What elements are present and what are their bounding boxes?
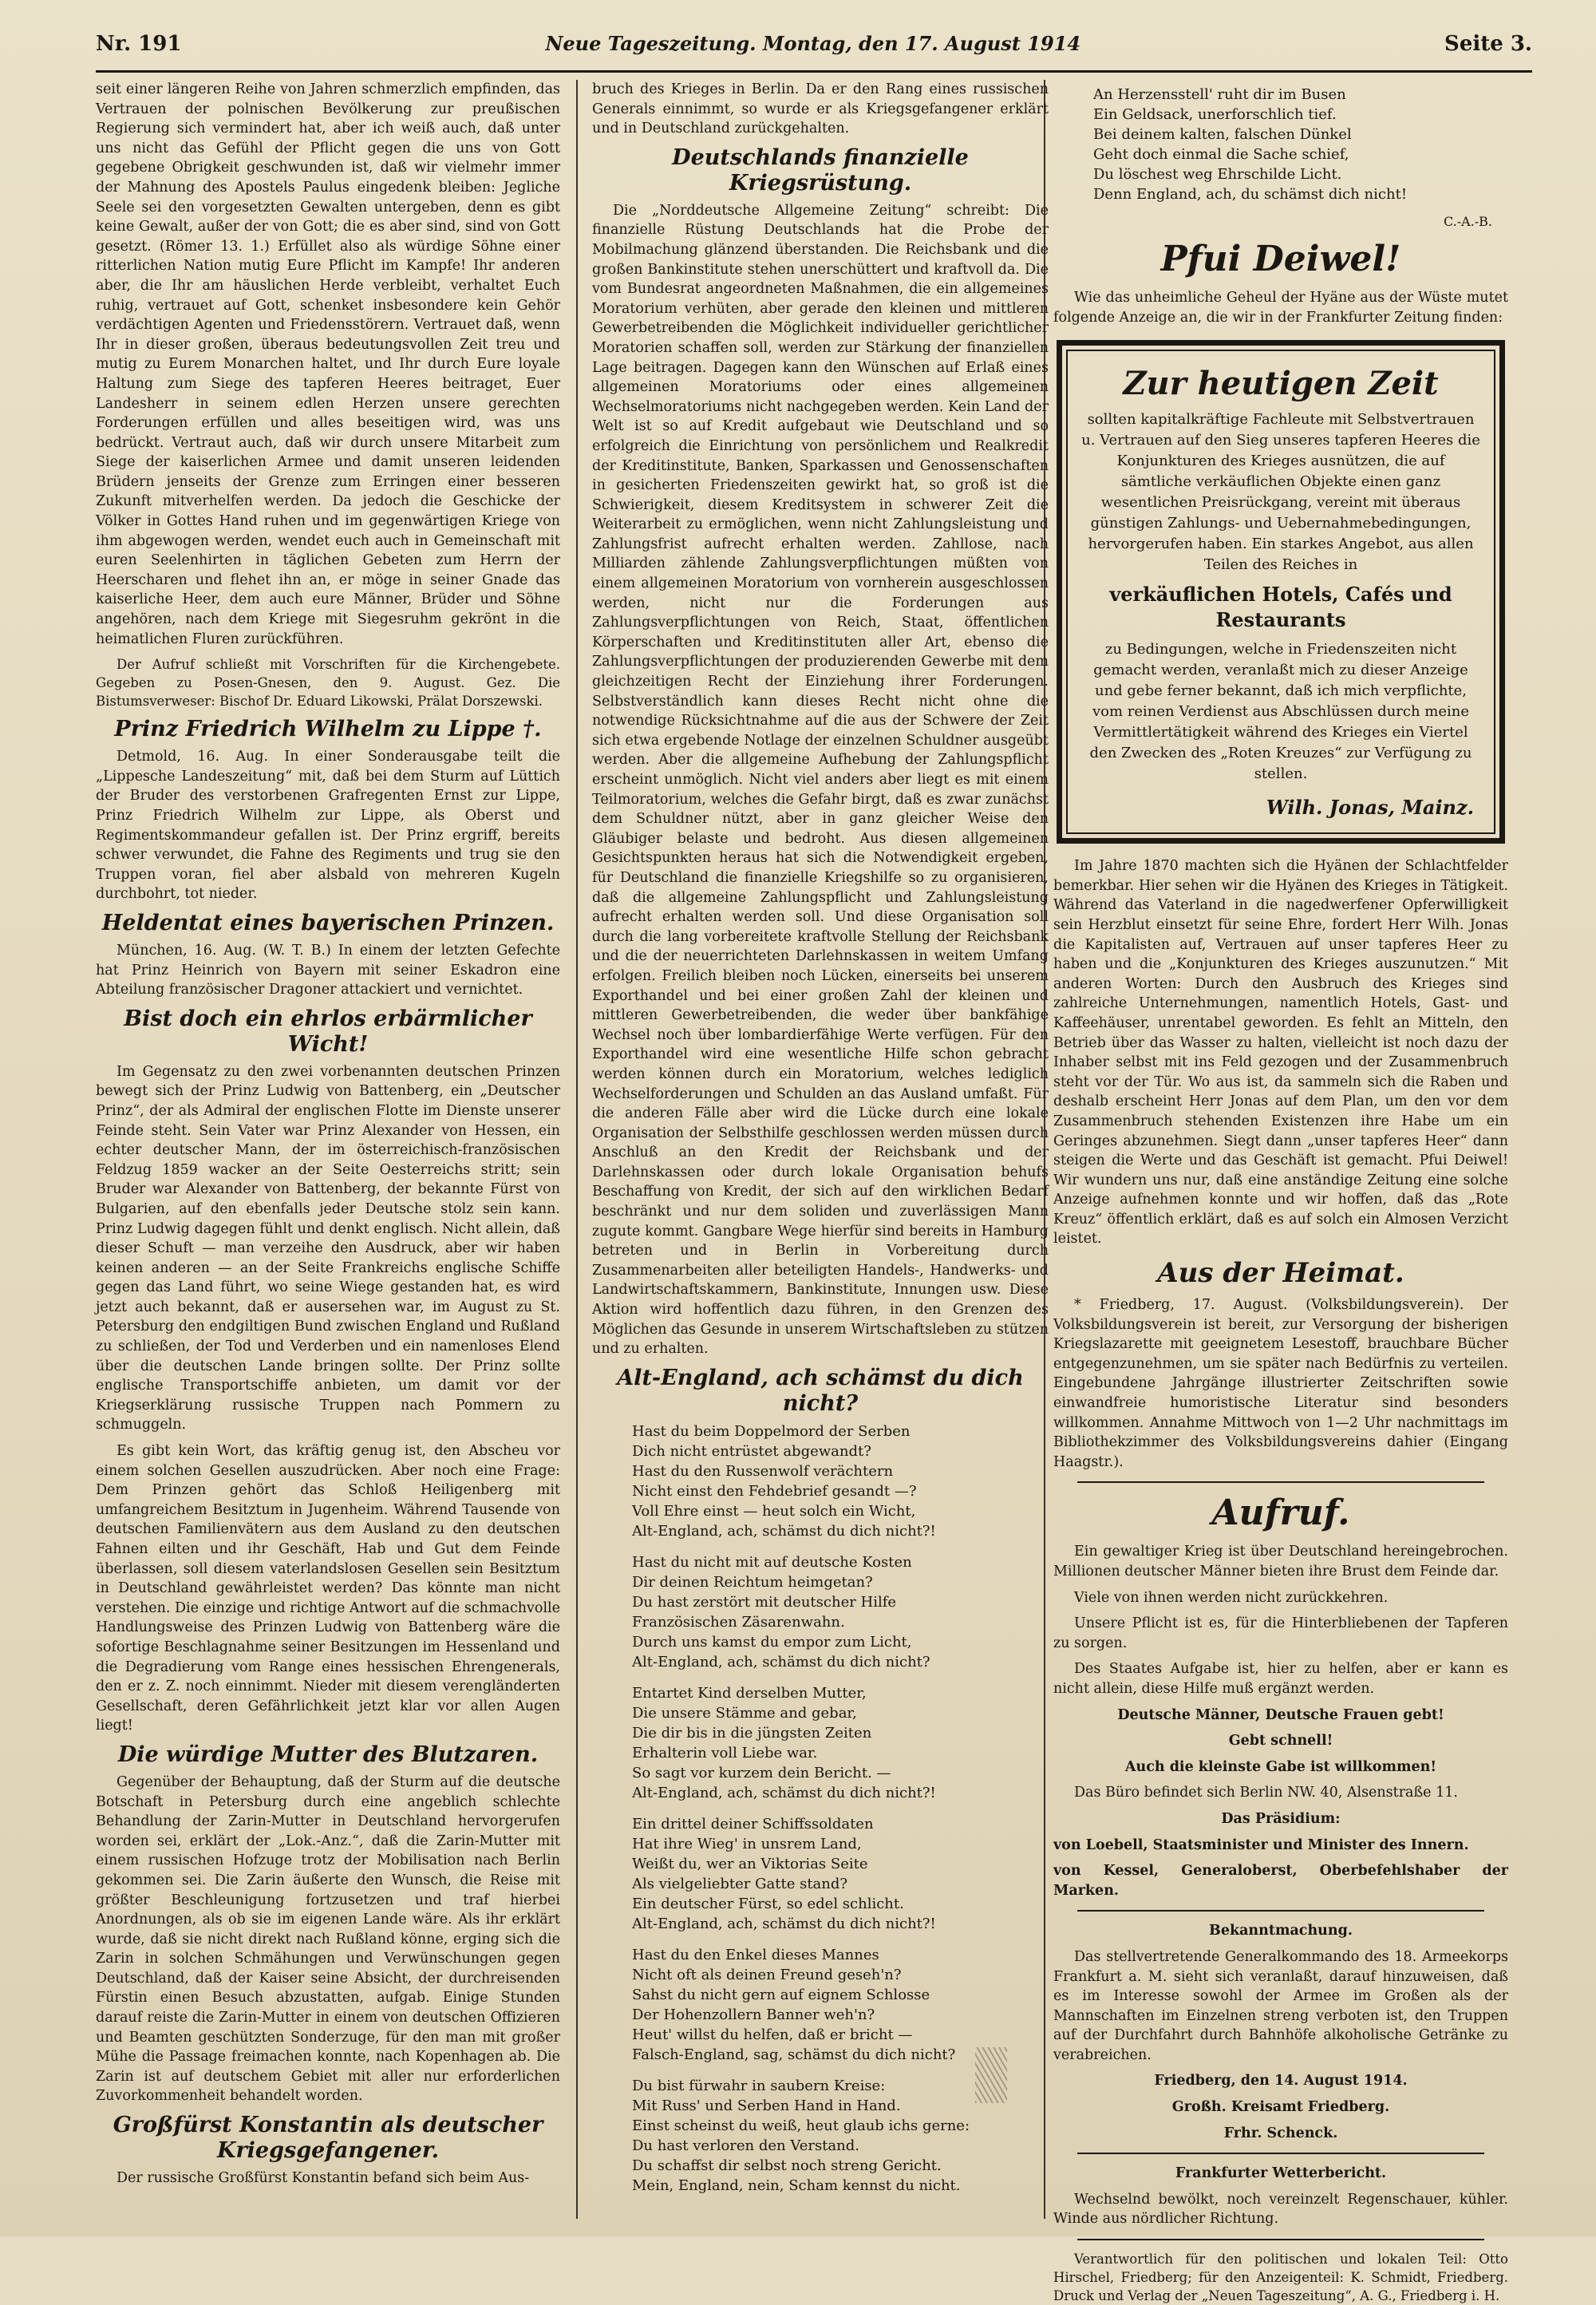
weather-title: Frankfurter Wetterbericht. <box>1175 2165 1387 2182</box>
notice-title: Bekanntmachung. <box>1209 1923 1353 1939</box>
poem-line: Du hast zerstört mit deutscher Hilfe <box>632 1593 897 1611</box>
article-text: Detmold, 16. Aug. In einer Sonderausgabe teilt die „Lippesche Landeszeitung“ mit, daß bei dem Sturm auf Lüttich der Bruder des verstorbenen Grafregenten Ernst zur Lippe, Prinz Friedrich Wilhelm zur Lippe, als Oberst und Regimentskommandeur gefallen ist. Der Prinz ergriff, bereits schwer verwundet, die Fahne des Regiments und trug sie den Truppen voran, fiel aber alsbald von mehreren Kugeln durchbohrt, tot nieder. <box>96 749 560 903</box>
issue-number: Nr. 191 <box>96 32 182 56</box>
poem-line: Erhalterin voll Liebe war. <box>632 1744 818 1761</box>
section-rule <box>1077 1481 1484 1483</box>
appeal-line: von Loebell, Staatsminister und Minister des Innern. <box>1053 1836 1469 1853</box>
appeal-line: Viele von ihnen werden nicht zurückkehren. <box>1074 1589 1389 1606</box>
poem-line: Du hast verloren den Verstand. <box>632 2137 859 2154</box>
ad-highlight: verkäuflichen Hotels, Cafés und Restaurants <box>1109 583 1452 632</box>
poem-line: Hast du beim Doppelmord der Serben <box>632 1422 911 1440</box>
appeal-line: Das Präsidium: <box>1221 1810 1341 1827</box>
page-number: Seite 3. <box>1444 32 1532 56</box>
stanza-gap <box>632 1672 1049 1683</box>
quoted-advertisement <box>1057 340 1505 844</box>
ad-signature: Wilh. Jonas, Mainz. <box>1266 796 1474 820</box>
article-text: seit einer längeren Reihe von Jahren schmerzlich empfinden, das Vertrauen der polnischen Bevölkerung zur preußischen Regierung sich vermindert hat, aber ich weiß auch, daß unter uns nicht das Gefühl der Pflicht gegen die uns von Gott gegebene Obrigkeit geschwunden ist, daß wir vielmehr immer der Mahnung des Apostels Paulus eingedenk bleiben: Jegliche Seele sei den vorgesetzten Gewalten untergeben, denn es gibt keine Gewalt, außer der von Gott; die es aber sind, sind von Gott gesetzt. (Römer 13. 1.) Erfüllet also als würdige Söhne einer ritterlichen Nation mutig Eure Pflicht im Kampfe! Ihr anderen aber, die Ihr am häuslichen Herde verbleibt, verhaltet Euch ruhig, vertrauet auf Gott, schenket insbesondere kein Gehör verdächtigen Agenten und Friedensstörern. Vertrauet daß, wenn Ihr in dieser großen, überaus bedeutungsvollen Zeit treu und mutig zu Eurem Monarchen haltet, und Ihr durch Eure loyale Haltung zum Siege des tapferen Heeres beitraget, Euer Landesherr in seinem edlen Herzen unsere gerechten Forderungen erfüllen und alles beseitigen wird, was uns bedrückt. Vertraut auch, daß wir durch unsere Mitarbeit zum Siege der kaiserlichen Armee und damit unseren leidenden Brüdern jenseits der Grenze zum Erringen einer besseren Zukunft mitverhelfen werden. Da jedoch die Geschicke der Völker in Gottes Hand ruhen und im gegenwärtigen Kriege von ihm abgewogen werden, wendet euch auch in Gemeinschaft mit euren Seelenhirten in täglichen Gebeten zum Herrn der Heerscharen und flehet ihn an, er möge in seiner Gnade das kaiserliche Heer, dem auch eure Männer, Brüder und Söhne angehören, nach dem Kriege mit Siegesruhm gekrönt in die heimatlichen Fluren zurückführen. <box>96 81 560 647</box>
article-text: München, 16. Aug. (W. T. B.) In einem der letzten Gefechte hat Prinz Heinrich von Bayern mit seiner Eskadron eine Abteilung französischer Dragoner attackiert und vernichtet. <box>96 942 560 998</box>
page-header <box>96 32 1532 67</box>
article-text: * Friedberg, 17. August. (Volksbildungsverein). Der Volksbildungsverein ist bereit, zur Versorgung der bisherigen Kriegslazarette mit geeignetem Lesestoff, brauchbare Bücher entgegenzunehmen, um sie später nach Bedürfnis zu verteilen. Eingebundene Jahrgänge illustrierter Zeitschriften sowie einwandfreie humoristische Literatur sind besonders willkommen. Annahme Mittwoch von 1—2 Uhr nachmittags im Bibliothekzimmer des Volksbildungsvereins dahier (Eingang Haagstr.). <box>1053 1297 1508 1470</box>
notice-name: Frhr. Schenck. <box>1223 2125 1338 2141</box>
section-rule <box>1077 2239 1484 2240</box>
headline: Großfürst Konstantin als deutscher Kriegsgefangener. <box>113 2113 543 2164</box>
stanza-gap <box>632 1934 1049 1945</box>
headline: Prinz Friedrich Wilhelm zu Lippe †. <box>114 717 542 742</box>
poem-line: Der Hohenzollern Banner weh'n? <box>632 2006 875 2023</box>
poem-ending <box>1093 85 1508 204</box>
poem-line: Bei deinem kalten, falschen Dünkel <box>1093 126 1352 143</box>
section-rule <box>1077 1910 1484 1912</box>
poem-line: Die dir bis in die jüngsten Zeiten <box>632 1724 872 1742</box>
appeal-line: Des Staates Aufgabe ist, hier zu helfen, aber er kann es nicht allein, diese Hilfe muß ergänzt werden. <box>1053 1661 1508 1697</box>
poem-line: Ein Geldsack, unerforschlich tief. <box>1093 106 1337 123</box>
imprint: Verantwortlich für den politischen und lokalen Teil: Otto Hirschel, Friedberg; für den Anzeigenteil: K. Schmidt, Friedberg. Druck und Verlag der „Neuen Tageszeitung“, A. G., Friedberg i. H. <box>1053 2252 1508 2304</box>
poem-line: Französischen Zäsarenwahn. <box>632 1613 845 1631</box>
weather-text: Wechselnd bewölkt, noch vereinzelt Regenschauer, kühler. Winde aus nördlicher Richtung. <box>1053 2191 1508 2228</box>
headline: Deutschlands finanzielle Kriegsrüstung. <box>672 144 969 196</box>
poem-line: Nicht oft als deinen Freund geseh'n? <box>632 1966 902 1983</box>
headline: Die würdige Mutter des Blutzaren. <box>117 1742 539 1767</box>
headline: Heldentat eines bayerischen Prinzen. <box>101 910 555 935</box>
poem-line: Hast du nicht mit auf deutsche Kosten <box>632 1553 912 1571</box>
column-3 <box>1053 80 1508 2304</box>
article-text: bruch des Krieges in Berlin. Da er den Rang eines russischen Generals einnimmt, so wurde er als Kriegsgefangener erklärt und in Deutschland zurückgehalten. <box>592 81 1049 137</box>
print-damage <box>975 2047 1007 2103</box>
poem-line: Alt-England, ach, schämst du dich nicht?! <box>632 1915 936 1932</box>
appeal-line: Auch die kleinste Gabe ist willkommen! <box>1124 1758 1437 1775</box>
poem-line: Als vielgeliebter Gatte stand? <box>632 1875 848 1892</box>
appeal-line: von Kessel, Generaloberst, Oberbefehlshaber der Marken. <box>1053 1863 1508 1899</box>
poem-line: Alt-England, ach, schämst du dich nicht?! <box>632 1784 936 1801</box>
article-text: Das stellvertretende Generalkommando des 18. Armeekorps Frankfurt a. M. sieht sich veranlaßt, darauf hinzuweisen, daß es im Interesse sowohl der Armee im Großen als der Mannschaften im Einzelnen streng verboten ist, den Truppen auf der Durchfahrt durch Bahnhöfe alkoholische Getränke zu verabreichen. <box>1053 1948 1508 2063</box>
section-rule <box>1077 2153 1484 2154</box>
appeal-line: Das Büro befindet sich Berlin NW. 40, Alsenstraße 11. <box>1074 1785 1458 1801</box>
article-text: Es gibt kein Wort, das kräftig genug ist, den Abscheu vor einem solchen Gesellen auszudrücken. Aber noch eine Frage: Dem Prinzen gehört das Schloß Heiligenberg mit umfangreichem Besitztum in Jugenheim. Während Tausende von deutschen Familienvätern aus dem Ausland zu den deutschen Fahnen eilten und ihr Geschäft, Hab und Gut dem Feinde überlassen, soll diesem vaterlandslosen Gesellen sein Besitztum in Deutschland gewährleistet werden? Das könnte man nicht verstehen. Die einzige und richtige Antwort auf die schmachvolle Handlungsweise des Prinzen Ludwig von Battenberg wäre die sofortige Beschlagnahme seiner Besitzungen im Hessenland und die Degradierung vom Range eines hessischen Ehrengenerals, den er z. Z. noch einnimmt. Nieder mit diesem verengländerten Gesellschaft, deren Gefährlichkeit jetzt klar vor allen Augen liegt! <box>96 1443 560 1734</box>
poem-line: So sagt vor kurzem dein Bericht. — <box>632 1764 891 1781</box>
headline: Pfui Deiwel! <box>1160 239 1401 279</box>
poem-line: Falsch-England, sag, schämst du dich nicht? <box>632 2046 956 2063</box>
masthead-line: Neue Tageszeitung. Montag, den 17. August 1914 <box>545 32 1081 55</box>
poem-line: Du löschest weg Ehrschilde Licht. <box>1093 166 1342 183</box>
poem-line: Du bist fürwahr in saubern Kreise: <box>632 2077 886 2094</box>
poem-line: Nicht einst den Fehdebrief gesandt —? <box>632 1482 917 1500</box>
poem-line: Dir deinen Reichtum heimgetan? <box>632 1573 873 1591</box>
poem-line: Geht doch einmal die Sache schief, <box>1093 146 1349 163</box>
poem-line: Entartet Kind derselben Mutter, <box>632 1684 867 1702</box>
poem-line: Sahst du nicht gern auf eignem Schlosse <box>632 1986 930 2003</box>
poem-line: An Herzensstell' ruht dir im Busen <box>1093 86 1346 103</box>
column-1 <box>96 80 560 2219</box>
stanza-gap <box>632 1803 1049 1814</box>
headline: Alt-England, ach schämst du dich nicht? <box>617 1365 1024 1416</box>
poem-line: Hast du den Russenwolf verächtern <box>632 1462 894 1480</box>
notice-date: Friedberg, den 14. August 1914. <box>1154 2073 1408 2090</box>
poem-line: Hast du den Enkel dieses Mannes <box>632 1946 879 1963</box>
poem-line: Mit Russ' und Serben Hand in Hand. <box>632 2097 901 2114</box>
article-text: Im Jahre 1870 machten sich die Hyänen der Schlachtfelder bemerkbar. Hier sehen wir die Hyänen des Krieges in Tätigkeit. Während das Vaterland in die nagedwerfener Opferwilligkeit sein Herzblut einsetzt für seine Ehre, fordert Herr Wilh. Jonas die Kapitalisten auf, Vertrauen auf unser tapferes Heer zu haben und die „Konjunkturen des Krieges auszunutzen.“ Mit anderen Worten: Durch den Ausbruch des Krieges sind zahlreiche Unternehmungen, namentlich Hotels, Gast- und Kaffeehäuser, unrentabel geworden. Es fehlt an Mitteln, den Betrieb über das Wasser zu halten, vielleicht ist noch dazu der Inhaber selbst mit ins Feld gezogen und der Zusammenbruch steht vor der Tür. Wo aus ist, da sammeln sich die Raben und deshalb erscheint Herr Jonas auf dem Plan, um den vor dem Zusammenbruch stehenden Existenzen ihre Habe um ein Geringes abzunehmen. Siegt dann „unser tapferes Heer“ dann steigen die Werte und das Geschäft ist gemacht. Pfui Deiwel! Wir wundern uns nur, daß eine anständige Zeitung eine solche Anzeige aufnehmen konnte und wir hoffen, daß das „Rote Kreuz“ öffentlich erklärt, daß es auf solch ein Almosen Verzicht leistet. <box>1053 858 1508 1247</box>
appeal-line: Unsere Pflicht ist es, für die Hinterbliebenen der Tapferen zu sorgen. <box>1053 1615 1508 1651</box>
poem-line: Ein drittel deiner Schiffssoldaten <box>632 1815 874 1833</box>
notice-office: Großh. Kreisamt Friedberg. <box>1171 2099 1390 2116</box>
article-text: Im Gegensatz zu den zwei vorbenannten deutschen Prinzen bewegt sich der Prinz Ludwig von Battenberg, ein „Deutscher Prinz“, der als Admiral der englischen Flotte im Dienste unserer Feinde steht. Sein Vater war Prinz Alexander von Hessen, ein echter deutscher Mann, der im österreichisch-französischen Feldzug 1859 wacker an der Seite Oesterreichs stritt; sein Bruder war Alexander von Battenberg, der bekannte Fürst von Bulgarien, auf den ebenfalls jeder Deutsche stolz sein kann. Prinz Ludwig dagegen fühlt und denkt englisch. Nicht allein, daß dieser Schuft — man verzeihe den Ausdruck, aber wir haben keinen anderen — an der Seite Frankreichs englische Schiffe gegen das Land führt, wo seine Wiege gestanden hat, es wird jetzt auch bekannt, daß er ausersehen war, im August zu St. Petersburg den endgiltigen Bund zwischen England und Rußland zu schließen, der Tod und Verderben und ein namenloses Elend über die deutschen Lande bringen sollte. Der Prinz sollte englische Transportschiffe anbieten, um damit vor der Kriegserklärung russische Truppen nach Pommern zu schmuggeln. <box>96 1063 560 1433</box>
column-2 <box>592 80 1049 2219</box>
poem-line: Heut' willst du helfen, daß er bricht — <box>632 2026 913 2043</box>
poem-line: Du schaffst dir selbst noch streng Gericht. <box>632 2157 942 2174</box>
appeal-text <box>1053 1542 1508 1900</box>
ad-text: sollten kapitalkräftige Fachleute mit Selbstvertrauen u. Vertrauen auf den Sieg unseres tapferen Heeres die Konjunkturen des Krieges ausnützen, die auf sämtliche verkäuflichen Objekte einen ganz wesentlichen Preisrückgang, vereint mit überaus günstigen Zahlungs- und Uebernahmebedingungen, hervorgerufen haben. Ein starkes Angebot, aus allen Teilen des Reiches in <box>1081 411 1480 574</box>
appeal-line: Deutsche Männer, Deutsche Frauen gebt! <box>1117 1706 1444 1723</box>
poem-signature: C.-A.-B. <box>1443 214 1492 229</box>
column-divider <box>576 80 578 2219</box>
poem-line: Einst scheinst du weiß, heut glaub ichs gerne: <box>632 2117 970 2134</box>
article-text: Der Aufruf schließt mit Vorschriften für die Kirchengebete. Gegeben zu Posen-Gnesen, den 9. August. Gez. Die Bistumsverweser: Bischof Dr. Eduard Likowski, Prälat Dorszewski. <box>96 657 560 710</box>
poem-line: Ein deutscher Fürst, so edel schlicht. <box>632 1895 904 1912</box>
ad-title: Zur heutigen Zeit <box>1123 365 1439 403</box>
article-text: Die „Norddeutsche Allgemeine Zeitung“ schreibt: Die finanzielle Rüstung Deutschlands hat die Probe der Mobilmachung glänzend überstanden. Die Reichsbank und die großen Bankinstitute stehen unerschüttert und kraftvoll da. Die vom Bundesrat angeordneten Maßnahmen, die ein allgemeines Moratorium verhüten, aber gerade den kleinen und mittleren Gewerbetreibenden die Möglichkeit individueller gerichtlicher Moratorien schaffen soll, werden zur Stärkung der finanziellen Lage beitragen. Dagegen kann den Wünschen auf Erlaß eines allgemeinen Moratoriums oder eines allgemeinen Wechselmoratoriums nicht nachgegeben werden. Kein Land der Welt ist so auf Kredit aufgebaut wie Deutschland und so erfolgreich die Einrichtung von persönlichem und Realkredit der Kreditinstitute, Banken, Sparkassen und Genossenschaften in gesicherten Friedenszeiten gewirkt hat, so groß ist die Schwierigkeit, diesem Kreditsystem in schwerer Zeit die Weiterarbeit zu ermöglichen, wenn nicht Zahlungsleistung und Zahlungsfrist aufrecht erhalten werden. Zahllose, nach Milliarden zählende Zahlungsverpflichtungen müßten von einem allgemeinen Moratorium von vornherein ausgeschlossen werden, nicht nur die Forderungen aus Zahlungsverpflichtungen von Reich, Staat, öffentlichen Körperschaften und Kreditinstituten aller Art, ebenso die Zahlungsverpflichtungen der produzierenden Gewerbe mit dem gleichzeitigen Recht der Einziehung ihrer Forderungen. Selbstverständlich kann dieses Recht nicht ohne die notwendige Rücksichtnahme auf die aus der Schwere der Zeit sich etwa ergebende Notlage der einzelnen Schuldner ausgeübt werden. Aber die allgemeine Aufhebung der Zahlungspflicht erscheint unmöglich. Nicht viel anders aber liegt es mit einem Teilmoratorium, welches die Gefahr birgt, daß es zwar zunächst dem Schuldner nützt, aber in ganz gleicher Weise den Gläubiger belaste und bedroht. Aus diesen allgemeinen Gesichtspunkten heraus hat sich die Notwendigkeit ergeben, für Deutschland die finanzielle Kriegshilfe so zu organisieren, daß die allgemeine Zahlungspflicht und Zahlungsleistung aufrecht erhalten werden soll. Und diese Organisation soll durch die lang vorbereitete kraftvolle Stellung der Reichsbank und die der neuerrichteten Darlehnskassen in weitem Umfang erfolgen. Freilich bleiben noch Lücken, einerseits bei unserem Exporthandel und bei einer großen Zahl der kleinen und mittleren Gewerbetreibenden, die weder über bankfähige Wechsel noch über lombardierfähige Werte verfügen. Für den Exporthandel wird eine wesentliche Hilfe schon gebracht werden können durch ein Moratorium, welches lediglich Wechselforderungen und Schulden an das Ausland umfaßt. Für die anderen Fälle aber wird die Lücke durch eine lokale Organisation der Selbsthilfe geschlossen werden müssen durch Anschluß an den Kredit der Reichsbank und der Darlehnskassen oder durch lokale Organisation behufs Beschaffung von Kredit, der sich auf den wirklichen Bedarf beschränkt und nur dem soliden und zuverlässigen Mann zugute kommt. Gangbare Wege hierfür sind bereits in Hamburg betreten und in Berlin in Vorbereitung durch Zusammenarbeiten aller beteiligten Handels-, Handwerks- und Landwirtschaftskammern, Bankinstitute, Innungen usw. Diese Aktion wird hoffentlich dazu führen, in den Grenzen des Möglichen das Gesunde in unserem Wirtschaftsleben zu stützen und zu erhalten. <box>592 202 1049 1358</box>
poem-line: Hat ihre Wieg' in unsrem Land, <box>632 1835 862 1852</box>
poem-line: Denn England, ach, du schämst dich nicht! <box>1093 186 1408 203</box>
article-text: Gegenüber der Behauptung, daß der Sturm auf die deutsche Botschaft in Petersburg durch eine angeblich schlechte Behandlung der Zarin-Mutter in Deutschland hervorgerufen worden sei, erklärt der „Lok.-Anz.“, daß die Zarin-Mutter mit einem russischen Hofzuge trotz der Mobilisation nach Berlin gekommen sei. Die Zarin äußerte den Wunsch, die Reise mit größter Beschleunigung fortzusetzen und traf hierbei Anordnungen, als ob sie im eigenen Lande wäre. Als ihr erklärt wurde, daß sie nicht direkt nach Rußland könne, erging sich die Zarin in solchen Schmähungen und Verwünschungen gegen Deutschland, daß der Kaiser seine Absicht, der durchreisenden Fürstin einen Besuch abzustatten, aufgab. Einige Stunden darauf reiste die Zarin-Mutter in einem von deutschen Offizieren und Beamten geschützten Sonderzuge, für den man mit großer Mühe die Passage freimachen konnte, nach Kopenhagen ab. Die Zarin ist auf deutschem Gebiet mit aller nur erforderlichen Zuvorkommenheit behandelt worden. <box>96 1773 560 2105</box>
poem-line: Die unsere Stämme and gebar, <box>632 1704 857 1722</box>
ad-text: zu Bedingungen, welche in Friedenszeiten nicht gemacht werden, veranlaßt mich zu dieser Anzeige und gebe ferner bekannt, daß ich mich verpflichte, vom reinen Verdienst aus Abschlüssen durch meine Vermittlertätigkeit während des Krieges ein Viertel den Zwecken des „Roten Kreuzes“ zur Verfügung zu stellen. <box>1089 641 1472 783</box>
poem-line: Weißt du, wer an Viktorias Seite <box>632 1855 868 1872</box>
poem-line: Voll Ehre einst — heut solch ein Wicht, <box>632 1502 916 1520</box>
stanza-gap <box>632 1541 1049 1552</box>
poem-line: Dich nicht entrüstet abgewandt? <box>632 1442 871 1460</box>
appeal-line: Ein gewaltiger Krieg ist über Deutschland hereingebrochen. Millionen deutscher Männer bieten ihre Brust dem Feinde dar. <box>1053 1544 1508 1579</box>
headline: Bist doch ein ehrlos erbärmlicher Wicht! <box>124 1006 532 1057</box>
poem-line: Alt-England, ach, schämst du dich nicht?! <box>632 1522 936 1540</box>
headline: Aufruf. <box>1211 1493 1350 1534</box>
header-rule <box>96 70 1532 73</box>
headline: Aus der Heimat. <box>1157 1257 1404 1290</box>
poem-line: Mein, England, nein, Scham kennst du nicht. <box>632 2177 961 2194</box>
appeal-line: Gebt schnell! <box>1228 1733 1333 1750</box>
poem-line: Alt-England, ach, schämst du dich nicht? <box>632 1653 930 1670</box>
article-text: Der russische Großfürst Konstantin befand sich beim Aus- <box>117 2170 530 2187</box>
poem-line: Durch uns kamst du empor zum Licht, <box>632 1633 912 1651</box>
article-text: Wie das unheimliche Geheul der Hyäne aus der Wüste mutet folgende Anzeige an, die wir in der Frankfurter Zeitung finden: <box>1053 290 1508 326</box>
